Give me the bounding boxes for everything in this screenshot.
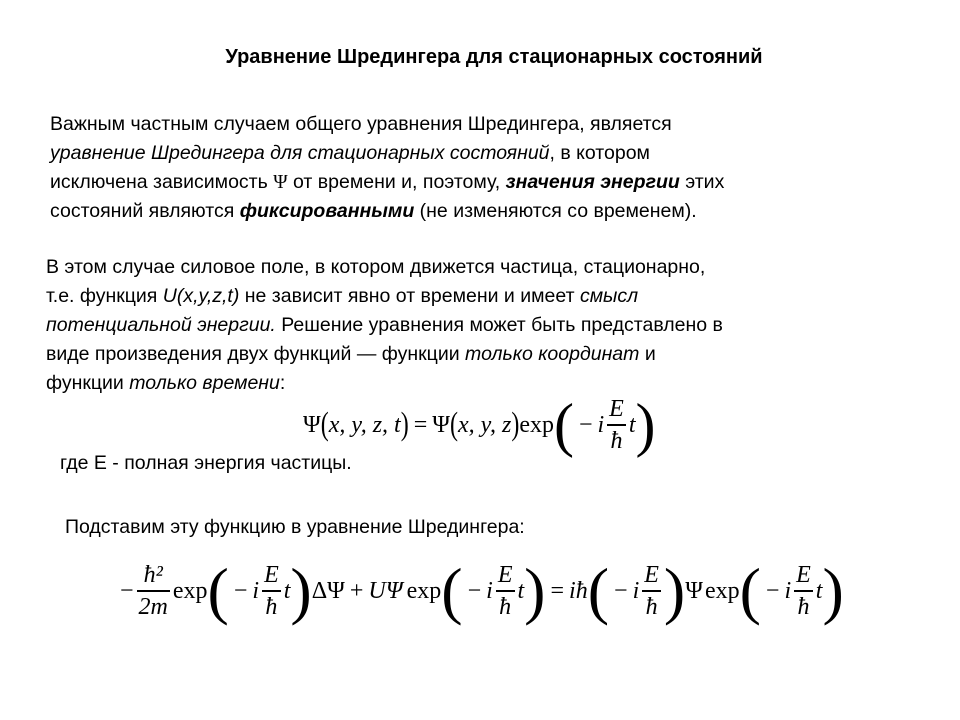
potential-psi: UΨ (368, 577, 403, 604)
numerator: E (644, 562, 659, 589)
text-italic: смысл (579, 285, 639, 307)
text: от времени и, поэтому, (293, 171, 501, 193)
imag-unit: i (784, 577, 792, 604)
exp-function: exp (519, 411, 554, 438)
text-bold-italic: значения энергии (505, 171, 680, 193)
exp-function: exp (704, 577, 740, 604)
numerator: E (609, 396, 624, 423)
text-bold-italic: фиксированными (239, 200, 415, 222)
time-var: t (517, 577, 525, 604)
paragraph-field (46, 253, 926, 398)
imag-unit: i (632, 577, 640, 604)
laplacian-psi: ΔΨ (311, 577, 345, 604)
paren: ( (207, 555, 229, 626)
paren: ) (290, 555, 312, 626)
math-args: x, y, z (457, 411, 512, 438)
equation-substituted (120, 552, 844, 630)
paren: ) (511, 406, 520, 442)
equation-separation (303, 390, 656, 460)
paren: ) (524, 555, 546, 626)
paren: ) (822, 555, 844, 626)
imag-unit: i (252, 577, 260, 604)
text: : (279, 372, 286, 394)
psi-symbol: Ψ (685, 577, 703, 604)
fraction (496, 560, 515, 622)
imag-unit: i (597, 411, 605, 438)
text: виде произведения двух функций — функции (46, 343, 460, 365)
time-var: t (815, 577, 823, 604)
denominator: ħ (265, 593, 278, 620)
paragraph-intro (50, 110, 930, 226)
minus-sign: − (614, 577, 628, 604)
time-var: t (283, 577, 291, 604)
text: состояний являются (50, 200, 235, 222)
plus-sign: + (349, 577, 364, 604)
paren: ( (449, 406, 458, 442)
text-italic: U(x,y,z,t) (162, 285, 240, 307)
text-italic: потенциальной энергии. (46, 314, 276, 336)
numerator: E (796, 562, 811, 589)
minus-sign: − (233, 577, 248, 604)
psi-symbol: Ψ (303, 411, 321, 438)
text: не зависит явно от времени и имеет (244, 285, 575, 307)
text: В этом случае силовое поле, в котором движется частица, стационарно, (46, 256, 706, 278)
denominator: 2m (138, 593, 168, 620)
denominator: ħ (797, 593, 810, 620)
minus-sign: − (578, 411, 593, 438)
exp-function: exp (172, 577, 208, 604)
text: этих (685, 171, 725, 193)
fraction (262, 560, 281, 622)
fraction (642, 560, 661, 622)
minus-sign: − (467, 577, 482, 604)
text-italic: только координат (465, 343, 640, 365)
text: функции (46, 372, 124, 394)
fraction (137, 560, 170, 622)
paren: ( (320, 406, 329, 442)
paren: ( (441, 555, 463, 626)
text: т.е. функция (46, 285, 158, 307)
paren: ( (739, 555, 761, 626)
fraction (794, 560, 813, 622)
paragraph-energy: где Е - полная энергия частицы. (60, 452, 352, 474)
imag-unit: i (486, 577, 493, 604)
paren: ) (400, 406, 409, 442)
psi-symbol: Ψ (273, 172, 288, 193)
text-italic: уравнение Шредингера для стационарных состояний (50, 142, 550, 164)
paren: ) (663, 555, 686, 626)
i-hbar: iħ (569, 577, 588, 604)
fraction (607, 394, 626, 456)
paren: ( (587, 555, 610, 626)
denominator: ħ (499, 593, 512, 620)
math-args: x, y, z, t (328, 411, 401, 438)
text-italic: только времени (129, 372, 280, 394)
exp-function: exp (406, 577, 442, 604)
equals-sign: = (413, 411, 428, 438)
numerator: E (497, 562, 513, 589)
denominator: ħ (645, 593, 658, 620)
slide-title: Уравнение Шредингера для стационарных состояний (225, 46, 763, 68)
minus-sign: − (765, 577, 780, 604)
psi-symbol: Ψ (432, 411, 450, 438)
denominator: ħ (610, 427, 623, 454)
paren: ) (635, 392, 656, 458)
minus-sign: − (120, 577, 134, 604)
paragraph-substitute: Подставим эту функцию в уравнение Шредингера: (65, 516, 525, 538)
text: Решение уравнения может быть представлено в (281, 314, 723, 336)
time-var: t (628, 411, 636, 438)
numerator: ħ² (143, 562, 163, 589)
numerator: E (264, 562, 279, 589)
equals-sign: = (550, 577, 565, 604)
text: Важным частным случаем общего уравнения Шредингера, является (50, 113, 672, 135)
paren: ( (553, 392, 574, 458)
text: и (644, 343, 656, 365)
text: исключена зависимость (50, 171, 268, 193)
text: (не изменяются со временем). (419, 200, 697, 222)
text: , в котором (549, 142, 650, 164)
